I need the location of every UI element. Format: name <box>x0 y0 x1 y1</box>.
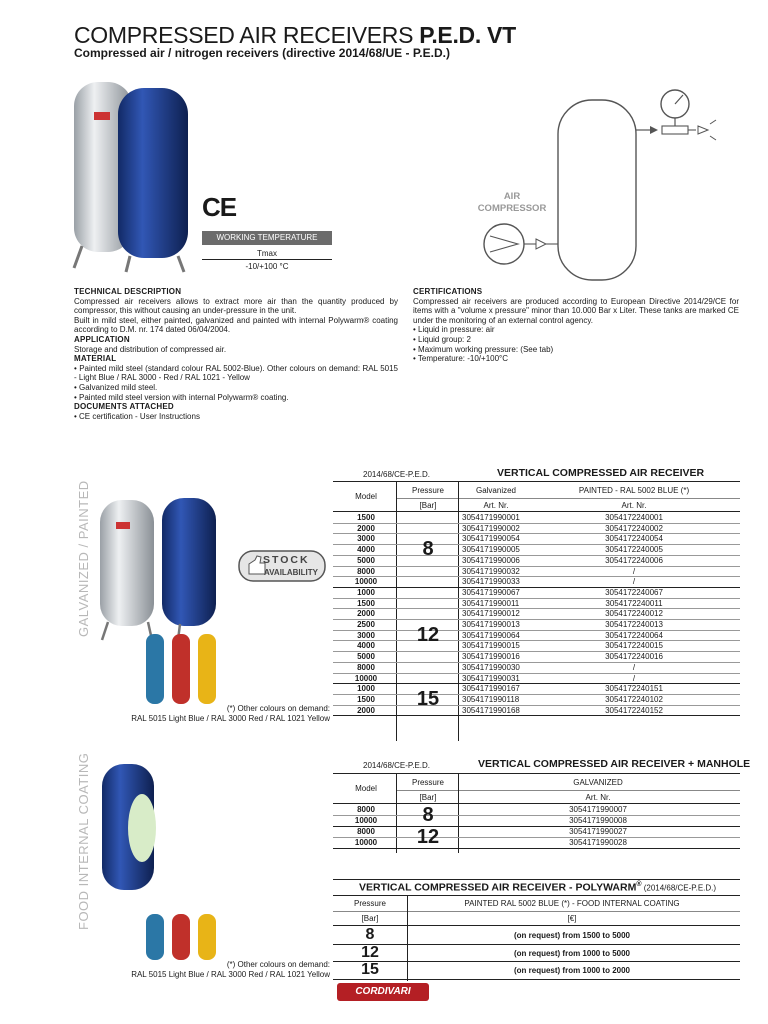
table-rule <box>333 511 740 512</box>
model-cell: 5000 <box>357 555 375 565</box>
model-cell: 5000 <box>357 652 375 662</box>
price-range-cell: (on request) from 1500 to 5000 <box>513 931 631 940</box>
painted-artnr-cell: 3054172240002 <box>605 523 663 533</box>
galvanized-artnr-cell: 3054171990001 <box>462 513 520 522</box>
table-title: VERTICAL COMPRESSED AIR RECEIVER <box>497 467 705 479</box>
tech-paragraph-2: Built in mild steel, either painted, galvanized and painted with internal Polywarm® coating according to D.M. nr. 174 dated 06/04/2004. <box>74 315 398 335</box>
model-cell: 8000 <box>357 566 375 576</box>
table-row-rule <box>333 837 740 838</box>
page-title: COMPRESSED AIR RECEIVERS P.E.D. VT <box>74 22 516 48</box>
col-header-pressure: Pressure <box>353 899 386 908</box>
stock-text: STOCK <box>263 554 310 566</box>
table-rule <box>333 925 740 926</box>
col-header-model: Model <box>355 492 377 501</box>
table-group-rule <box>333 826 740 827</box>
table-vrule <box>396 773 397 853</box>
model-cell: 2500 <box>357 620 375 629</box>
painted-artnr-cell: 3054172240067 <box>605 587 663 597</box>
table-rule <box>333 911 740 912</box>
galvanized-artnr-cell: 3054171990030 <box>462 662 520 672</box>
table-rule <box>333 481 740 482</box>
material-item: • Galvanized mild steel. <box>74 382 158 392</box>
model-cell: 10000 <box>354 577 378 587</box>
galvanized-artnr-cell: 3054171990016 <box>462 652 520 662</box>
tech-title: TECHNICAL DESCRIPTION <box>74 287 182 296</box>
galvanized-artnr-cell: 3054171990015 <box>462 641 520 651</box>
model-cell: 2000 <box>357 609 375 619</box>
table-group-rule <box>333 715 740 716</box>
col-header-artnr: Art. Nr. <box>585 793 611 802</box>
ce-mark: CE <box>202 192 237 222</box>
colours-note-food <box>60 960 330 979</box>
painted-artnr-cell: / <box>632 566 636 576</box>
galvanized-artnr-cell: 3054171990012 <box>462 609 520 619</box>
working-temp-header: WORKING TEMPERATURE <box>202 231 332 245</box>
painted-artnr-cell: 3054172240005 <box>605 545 663 555</box>
product-photo-galvanized-painted <box>96 494 226 644</box>
table-rule <box>333 879 740 880</box>
pressure-value: 15 <box>416 688 440 710</box>
painted-artnr-cell: 3054172240013 <box>605 620 663 629</box>
galvanized-artnr-cell: 3054171990054 <box>462 534 520 544</box>
table-vrule <box>458 481 459 741</box>
model-cell: 10000 <box>354 816 378 825</box>
model-cell: 8000 <box>357 662 375 672</box>
model-cell: 1000 <box>357 684 375 694</box>
galvanized-artnr-cell: 3054171990013 <box>462 620 520 629</box>
painted-artnr-cell: 3054172240151 <box>605 684 663 694</box>
model-cell: 3000 <box>357 630 375 640</box>
table-rule <box>333 773 740 774</box>
col-header-galvanized: GALVANIZED <box>573 778 623 787</box>
application-title: APPLICATION <box>74 334 130 344</box>
application-text: Storage and distribution of compressed air. <box>74 344 227 354</box>
galvanized-artnr-cell: 3054171990033 <box>462 577 520 587</box>
galvanized-artnr-cell: 3054171990027 <box>569 827 627 836</box>
model-cell: 4000 <box>357 545 375 555</box>
table-row-rule <box>333 944 740 945</box>
col-header-bar: [Bar] <box>419 501 437 510</box>
page-subtitle: Compressed air / nitrogen receivers (directive 2014/68/UE - P.E.D.) <box>74 46 450 60</box>
galvanized-artnr-cell: 3054171990005 <box>462 545 520 555</box>
galvanized-artnr-cell: 3054171990007 <box>569 805 627 814</box>
col-header-model: Model <box>355 784 377 793</box>
compressor-diagram <box>470 82 740 282</box>
table-title-text: VERTICAL COMPRESSED AIR RECEIVER - POLYWARM <box>359 881 637 894</box>
cert-title: CERTIFICATIONS <box>413 287 483 296</box>
registered-mark: ® <box>636 881 642 888</box>
model-cell: 8000 <box>357 805 375 814</box>
painted-artnr-cell: 3054172240012 <box>605 609 663 619</box>
col-header-bar: [Bar] <box>419 793 437 802</box>
model-cell: 10000 <box>354 838 378 847</box>
model-cell: 1500 <box>357 694 375 704</box>
painted-artnr-cell: 3054172240102 <box>605 694 663 704</box>
painted-artnr-cell: 3054172240152 <box>605 705 663 715</box>
colours-note-line1: (*) Other colours on demand: <box>226 960 330 969</box>
col-header-bar: [Bar] <box>361 914 379 923</box>
cert-item: • Temperature: -10/+100°C <box>413 354 509 364</box>
working-temp-value: -10/+100 °C <box>245 262 289 271</box>
cert-item: • Maximum working pressure: (See tab) <box>413 344 554 354</box>
cert-paragraph: Compressed air receivers are produced according to European Directive 2014/29/CE for items with a "volume x pressure" minor than 10.000 Bar x Liter. These tanks are marked CE under the monitoring of an external control agency. <box>413 296 739 325</box>
col-header-pressure: Pressure <box>411 486 444 495</box>
material-item: • Painted mild steel version with internal Polywarm® coating. <box>74 392 289 402</box>
colours-note-line1: (*) Other colours on demand: <box>226 704 330 713</box>
table-row-rule <box>333 961 740 962</box>
certifications-block <box>413 287 739 364</box>
table-title-directive: (2014/68/CE-P.E.D.) <box>641 883 717 893</box>
price-range-cell: (on request) from 1000 to 2000 <box>513 966 631 975</box>
galvanized-artnr-cell: 3054171990067 <box>462 587 520 597</box>
galvanized-artnr-cell: 3054171990011 <box>462 598 520 608</box>
cert-item: • Liquid in pressure: air <box>413 325 495 335</box>
painted-artnr-cell: / <box>632 577 636 587</box>
painted-artnr-cell: 3054172240015 <box>605 641 663 651</box>
painted-artnr-cell: 3054172240011 <box>605 598 663 608</box>
painted-artnr-cell: 3054172240054 <box>605 534 663 544</box>
diagram-label-line2: COMPRESSOR <box>477 203 547 214</box>
table-vrule <box>407 895 408 981</box>
tech-paragraph-1: Compressed air receivers allows to extract more air than the quantity produced by compressor, this without causing an under-pressure in the unit. <box>74 296 398 316</box>
availability-text: AVAILABILITY <box>264 568 318 577</box>
table-group-rule <box>333 848 740 849</box>
model-cell: 2000 <box>357 523 375 533</box>
model-cell: 1500 <box>357 513 375 522</box>
col-header-painted: PAINTED - RAL 5002 BLUE (*) <box>578 486 690 495</box>
documents-title: DOCUMENTS ATTACHED <box>74 402 174 412</box>
product-photo-manhole <box>100 760 160 900</box>
table-row-rule <box>333 815 740 816</box>
model-cell: 3000 <box>357 534 375 544</box>
galvanized-artnr-cell: 3054171990118 <box>462 694 520 704</box>
pressure-value: 12 <box>416 624 440 646</box>
galvanized-artnr-cell: 3054171990167 <box>462 684 520 694</box>
table-directive: 2014/68/CE-P.E.D. <box>363 470 431 479</box>
table-directive: 2014/68/CE-P.E.D. <box>363 761 431 770</box>
table-rule <box>396 498 740 499</box>
galvanized-artnr-cell: 3054171990064 <box>462 630 520 640</box>
side-label-food: FOOD INTERNAL COATING <box>76 752 91 930</box>
col-header-unit: [€] <box>567 914 577 923</box>
galvanized-artnr-cell: 3054171990031 <box>462 673 520 683</box>
galvanized-artnr-cell: 3054171990168 <box>462 705 520 715</box>
pressure-value: 8 <box>365 926 375 943</box>
material-title: MATERIAL <box>74 354 117 364</box>
divider <box>202 259 332 260</box>
table-row-rule <box>333 979 740 980</box>
galvanized-artnr-cell: 3054171990008 <box>569 816 627 825</box>
material-item: • Painted mild steel (standard colour RAL 5002-Blue). Other colours on demand: RAL 5015 - Light Blue / RAL 3000 - Red / RAL 1021 - Yellow <box>74 363 398 383</box>
galvanized-artnr-cell: 3054171990028 <box>569 838 627 847</box>
description-block <box>74 287 398 421</box>
table-rule <box>396 790 740 791</box>
galvanized-artnr-cell: 3054171990032 <box>462 566 520 576</box>
table-rule <box>333 895 740 896</box>
model-cell: 1500 <box>357 598 375 608</box>
cert-item: • Liquid group: 2 <box>413 334 471 344</box>
colour-variants-food <box>142 912 222 964</box>
painted-artnr-cell: 3054172240064 <box>605 630 663 640</box>
galvanized-artnr-cell: 3054171990006 <box>462 555 520 565</box>
model-cell: 10000 <box>354 673 378 683</box>
table-vrule <box>396 481 397 741</box>
pressure-value: 15 <box>361 961 379 978</box>
price-range-cell: (on request) from 1000 to 5000 <box>513 949 631 958</box>
col-header-artnr: Art. Nr. <box>621 501 647 510</box>
colours-note-line2: RAL 5015 Light Blue / RAL 3000 Red / RAL 1021 Yellow <box>131 969 330 979</box>
model-cell: 8000 <box>357 827 375 836</box>
painted-artnr-cell: / <box>632 673 636 683</box>
documents-item: • CE certification - User Instructions <box>74 411 200 421</box>
colour-variants <box>142 632 222 708</box>
air-compressor-label <box>472 191 552 215</box>
painted-artnr-cell: 3054172240016 <box>605 652 663 662</box>
painted-artnr-cell: / <box>632 662 636 672</box>
col-header-artnr: Art. Nr. <box>483 501 509 510</box>
colours-note <box>60 704 330 723</box>
product-photo-top <box>70 76 200 276</box>
pressure-value: 8 <box>422 804 434 826</box>
working-temp-label: Tmax <box>257 249 277 258</box>
painted-artnr-cell: 3054172240006 <box>605 555 663 565</box>
galvanized-artnr-cell: 3054171990002 <box>462 523 520 533</box>
table-rule <box>333 803 740 804</box>
painted-artnr-cell: 3054172240001 <box>605 513 663 522</box>
col-header-pressure: Pressure <box>411 778 444 787</box>
side-label-galvanized: GALVANIZED / PAINTED <box>76 480 91 637</box>
table-title: VERTICAL COMPRESSED AIR RECEIVER + MANHOLE <box>478 758 751 770</box>
col-header-galvanized: Galvanized <box>475 486 517 495</box>
diagram-label-line1: AIR <box>503 191 521 202</box>
model-cell: 1000 <box>357 587 375 597</box>
pressure-value: 12 <box>361 944 379 961</box>
model-cell: 2000 <box>357 705 375 715</box>
cordivari-logo: CORDIVARI <box>337 983 429 1001</box>
table-title <box>359 881 716 894</box>
colours-note-line2: RAL 5015 Light Blue / RAL 3000 Red / RAL 1021 Yellow <box>131 713 330 723</box>
col-header-description: PAINTED RAL 5002 BLUE (*) - FOOD INTERNAL COATING <box>464 899 680 908</box>
table-vrule <box>458 773 459 853</box>
model-cell: 4000 <box>357 641 375 651</box>
pressure-value: 8 <box>422 538 434 560</box>
pressure-value: 12 <box>416 826 440 848</box>
